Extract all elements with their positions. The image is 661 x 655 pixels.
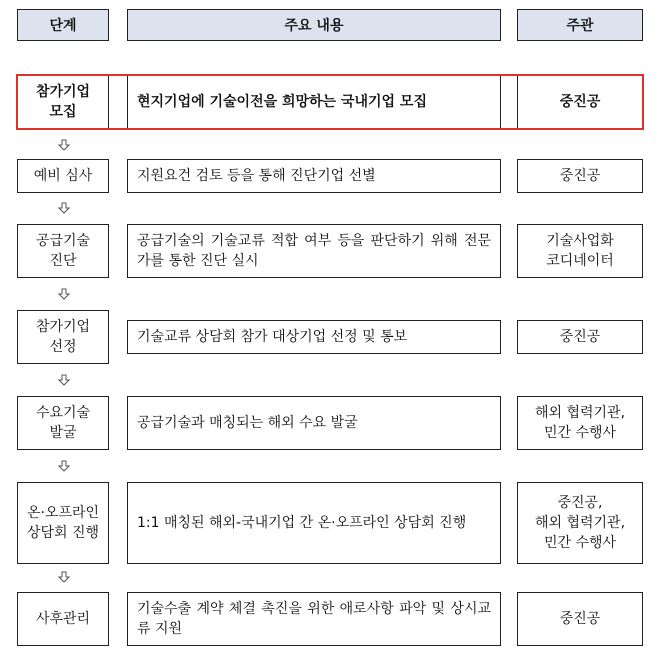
organizer-cell-selection: 중진공 xyxy=(517,320,643,354)
organizer-cell-followup: 중진공 xyxy=(517,592,643,646)
content-cell-selection: 기술교류 상담회 참가 대상기업 선정 및 통보 xyxy=(127,320,501,354)
header-stage: 단계 xyxy=(17,9,109,41)
stage-cell-diagnosis: 공급기술 진단 xyxy=(17,224,109,278)
down-arrow-icon xyxy=(58,374,70,386)
down-arrow-icon xyxy=(58,288,70,300)
stage-cell-recruit: 참가기업 모집 xyxy=(17,75,109,129)
down-arrow-icon xyxy=(58,460,70,472)
down-arrow-icon xyxy=(58,571,70,583)
content-cell-consultation: 1:1 매칭된 해외-국내기업 간 온·오프라인 상담회 진행 xyxy=(127,482,501,564)
stage-cell-followup: 사후관리 xyxy=(17,592,109,646)
content-cell-prescreen: 지원요건 검토 등을 통해 진단기업 선별 xyxy=(127,159,501,193)
content-cell-demand: 공급기술과 매칭되는 해외 수요 발굴 xyxy=(127,396,501,450)
content-cell-followup: 기술수출 계약 체결 촉진을 위한 애로사항 파악 및 상시교류 지원 xyxy=(127,592,501,646)
stage-cell-selection: 참가기업 선정 xyxy=(17,310,109,364)
organizer-cell-prescreen: 중진공 xyxy=(517,159,643,193)
organizer-cell-recruit: 중진공 xyxy=(517,75,643,129)
stage-cell-prescreen: 예비 심사 xyxy=(17,159,109,193)
down-arrow-icon xyxy=(58,139,70,151)
stage-cell-consultation: 온·오프라인 상담회 진행 xyxy=(17,482,109,564)
organizer-cell-consultation: 중진공, 해외 협력기관, 민간 수행사 xyxy=(517,482,643,564)
header-content: 주요 내용 xyxy=(127,9,501,41)
content-cell-diagnosis: 공급기술의 기술교류 적합 여부 등을 판단하기 위해 전문가를 통한 진단 실시 xyxy=(127,224,501,278)
organizer-cell-demand: 해외 협력기관, 민간 수행사 xyxy=(517,396,643,450)
organizer-cell-diagnosis: 기술사업화 코디네이터 xyxy=(517,224,643,278)
down-arrow-icon xyxy=(58,202,70,214)
header-organizer: 주관 xyxy=(517,9,643,41)
stage-cell-demand: 수요기술 발굴 xyxy=(17,396,109,450)
content-cell-recruit: 현지기업에 기술이전을 희망하는 국내기업 모집 xyxy=(127,75,501,129)
